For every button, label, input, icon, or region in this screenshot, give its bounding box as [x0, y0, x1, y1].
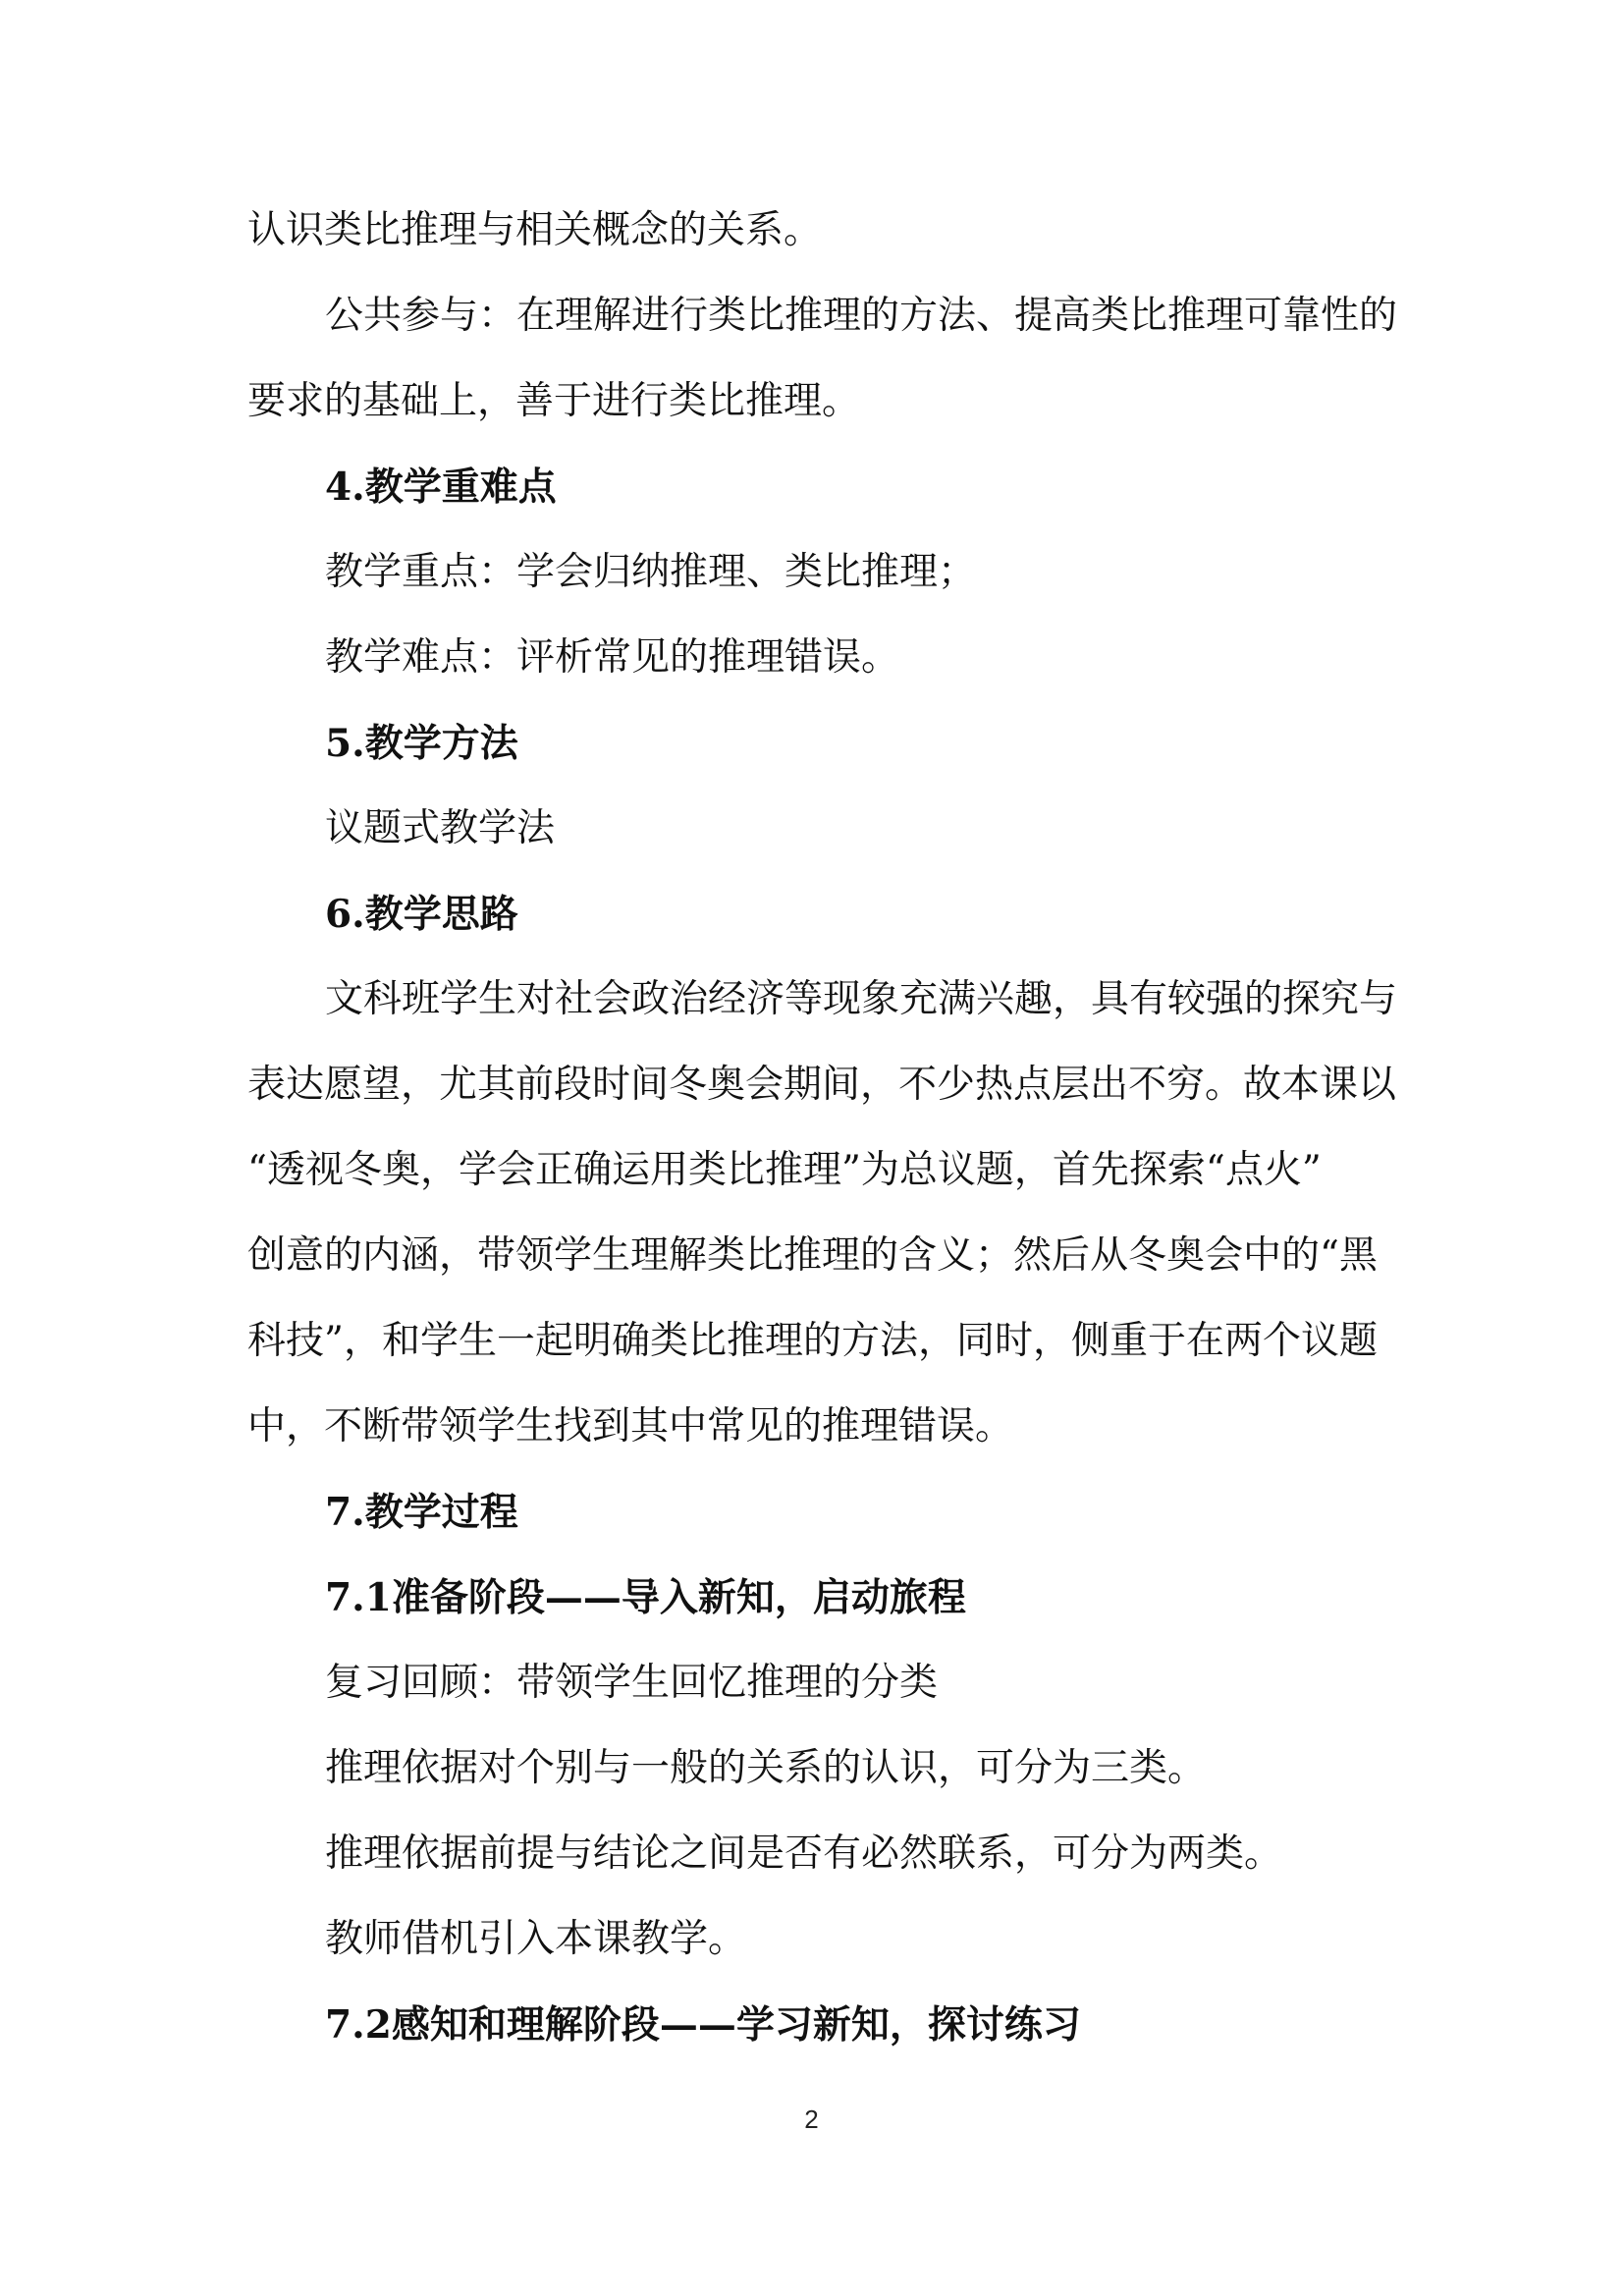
text-classification-three: 推理依据对个别与一般的关系的认识，可分为三类。: [325, 1746, 1207, 1790]
paragraph-approach-line-4: 创意的内涵，带领学生理解类比推理的含义；然后从冬奥会中的“黑: [247, 1233, 1378, 1278]
paragraph-approach-line-3: “透视冬奥，学会正确运用类比推理”为总议题，首先探索“点火”: [247, 1148, 1322, 1192]
text-difficult-point: 教学难点：评析常见的推理错误。: [325, 635, 900, 680]
page-number: 2: [804, 2105, 819, 2134]
heading-teaching-key-points: 4.教学重难点: [325, 465, 557, 510]
paragraph-public-participation-cont: 要求的基础上，善于进行类比推理。: [247, 379, 861, 423]
heading-preparation-stage: 7.1准备阶段——导入新知，启动旅程: [325, 1575, 966, 1620]
text-key-point: 教学重点：学会归纳推理、类比推理；: [325, 550, 977, 594]
text-introduce-lesson: 教师借机引入本课教学。: [325, 1917, 747, 1961]
paragraph-approach-line-6: 中，不断带领学生找到其中常见的推理错误。: [247, 1404, 1014, 1449]
text-review: 复习回顾：带领学生回忆推理的分类: [325, 1661, 939, 1705]
paragraph-approach-line-5: 科技”，和学生一起明确类比推理的方法，同时，侧重于在两个议题: [247, 1319, 1378, 1363]
text-classification-two: 推理依据前提与结论之间是否有必然联系，可分为两类。: [325, 1831, 1283, 1876]
heading-perception-stage: 7.2感知和理解阶段——学习新知，探讨练习: [325, 2002, 1081, 2048]
heading-teaching-process: 7.教学过程: [325, 1490, 518, 1535]
paragraph-approach-line-1: 文科班学生对社会政治经济等现象充满兴趣，具有较强的探究与: [325, 977, 1398, 1021]
text-teaching-method: 议题式教学法: [325, 806, 556, 850]
heading-teaching-method: 5.教学方法: [325, 721, 518, 766]
paragraph-continuation: 认识类比推理与相关概念的关系。: [247, 208, 823, 252]
heading-teaching-approach: 6.教学思路: [325, 892, 518, 937]
paragraph-approach-line-2: 表达愿望，尤其前段时间冬奥会期间，不少热点层出不穷。故本课以: [247, 1063, 1397, 1107]
paragraph-public-participation: 公共参与：在理解进行类比推理的方法、提高类比推理可靠性的: [325, 294, 1398, 338]
